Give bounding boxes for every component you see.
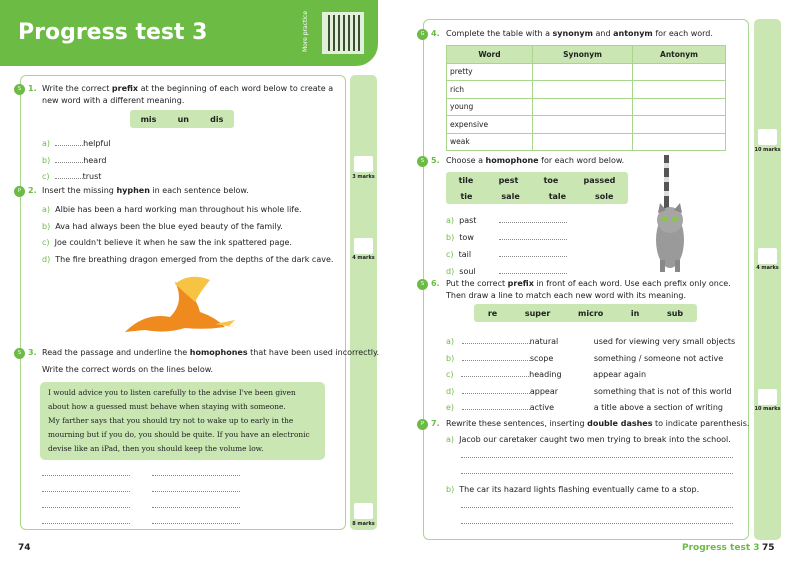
answer-blank[interactable]	[499, 249, 567, 257]
question-1-text: Write the correct prefix at the beginning of each word below to create a new word with a different meaning.	[42, 84, 334, 105]
skill-badge: S	[14, 348, 25, 359]
marks-box[interactable]	[354, 156, 373, 172]
skill-badge: S	[417, 279, 428, 290]
question-5-text: Choose a homophone for each word below.	[446, 156, 625, 165]
answer-line[interactable]	[461, 450, 733, 458]
column-header: Antonym	[633, 46, 726, 64]
answer-line[interactable]	[42, 484, 130, 492]
page-title: Progress test 3	[18, 20, 208, 45]
answer-blank[interactable]	[462, 402, 530, 410]
table-row: expensive	[447, 116, 726, 134]
prefix-chips: re super micro in sub	[474, 304, 697, 322]
answer-blank[interactable]	[499, 215, 567, 223]
table-row: young	[447, 98, 726, 116]
answer-blank[interactable]	[55, 155, 83, 163]
question-5-items: a) past b) tow c) tail d) soul	[446, 212, 567, 280]
marks-label: 3 marks	[352, 174, 375, 180]
synonym-antonym-table	[446, 45, 726, 151]
more-practice-label: More practice	[302, 10, 309, 52]
marks-box[interactable]	[758, 389, 777, 405]
answer-blank[interactable]	[55, 171, 83, 179]
marks-column-left	[350, 75, 377, 530]
answer-lines	[42, 468, 242, 524]
question-number: 6.	[431, 279, 440, 288]
skill-badge: G	[417, 29, 428, 40]
answer-line[interactable]	[42, 500, 130, 508]
answer-line[interactable]	[461, 500, 733, 508]
marks-label: 10 marks	[754, 147, 781, 153]
marks-box[interactable]	[354, 238, 373, 254]
answer-blank[interactable]	[462, 336, 530, 344]
question-2-items: a) Albie has been a hard working man throughout his whole life. b) Ava had always been the blue eyed beauty of the family. c) Joe couldn't believe it when he saw the ink spattered page. d) The fire breathing dragon emerged from the depths of the dark cave.	[42, 205, 334, 264]
answer-line[interactable]	[461, 466, 733, 474]
skill-badge: P	[417, 419, 428, 430]
answer-line[interactable]	[152, 484, 240, 492]
question-6-items: a) natural used for viewing very small objects b) scope something / someone not active c) heading appear again d) appear something that is not of this world e) active a title above a section of writing	[446, 337, 736, 412]
marks-label: 4 marks	[756, 265, 779, 271]
answer-blank[interactable]	[55, 138, 83, 146]
table-row: weak	[447, 133, 726, 151]
skill-badge: S	[417, 156, 428, 167]
chip: un	[177, 114, 189, 124]
question-3-text: Read the passage and underline the homophones that have been used incorrectly.	[42, 348, 380, 357]
page-number-right: 75	[762, 543, 775, 553]
question-number: 3.	[28, 348, 37, 357]
question-4-text: Complete the table with a synonym and antonym for each word.	[446, 29, 713, 38]
answer-blank[interactable]	[499, 232, 567, 240]
chip: dis	[210, 114, 224, 124]
marks-box[interactable]	[354, 503, 373, 519]
question-6-text: Put the correct prefix in front of each word. Use each prefix only once. Then draw a line to match each new word with its meaning.	[446, 279, 731, 300]
answer-line[interactable]	[42, 468, 130, 476]
qr-code-icon	[322, 12, 364, 54]
answer-line[interactable]	[152, 500, 240, 508]
question-7-text: Rewrite these sentences, inserting double dashes to indicate parenthesis.	[446, 419, 750, 428]
question-number: 5.	[431, 156, 440, 165]
answer-blank[interactable]	[499, 266, 567, 274]
question-7-item-b: b) The car its hazard lights flashing eventually came to a stop.	[446, 485, 700, 494]
answer-line[interactable]	[152, 516, 240, 524]
table-row: pretty	[447, 63, 726, 81]
question-number: 2.	[28, 186, 37, 195]
answer-blank[interactable]	[462, 353, 530, 361]
homophone-chips: tile pest toe passed tie sale tale sole	[446, 172, 628, 204]
question-7-item-a: a) Jacob our caretaker caught two men trying to break into the school.	[446, 435, 731, 444]
marks-box[interactable]	[758, 248, 777, 264]
answer-line[interactable]	[152, 468, 240, 476]
marks-label: 8 marks	[352, 521, 375, 527]
question-2-text: Insert the missing hyphen in each sentence below.	[42, 186, 249, 195]
column-header: Synonym	[533, 46, 633, 64]
answer-blank[interactable]	[461, 369, 529, 377]
passage: I would advice you to listen carefully to the advise I've been given about how a guessed must behave when staying with someone. My farther says that you should try not to wake up to early in the mourning but if you do, you should be quite. If you have an electronic devise like an iPad, then you should keep the volume low.	[40, 382, 325, 460]
cat-illustration	[648, 155, 693, 273]
table-row: rich	[447, 81, 726, 99]
question-3-instruction: Write the correct words on the lines below.	[42, 365, 214, 374]
page-number-left: 74	[18, 543, 31, 553]
footer-title: Progress test 3	[682, 543, 760, 553]
answer-line[interactable]	[461, 516, 733, 524]
marks-column-right	[754, 19, 781, 540]
question-number: 7.	[431, 419, 440, 428]
marks-label: 10 marks	[754, 406, 781, 412]
answer-line[interactable]	[42, 516, 130, 524]
marks-label: 4 marks	[352, 255, 375, 261]
question-number: 4.	[431, 29, 440, 38]
skill-badge: P	[14, 186, 25, 197]
skill-badge: S	[14, 84, 25, 95]
dragon-illustration	[115, 272, 245, 340]
column-header: Word	[447, 46, 533, 64]
prefix-chips	[130, 110, 234, 128]
marks-box[interactable]	[758, 129, 777, 145]
chip: mis	[140, 114, 157, 124]
question-1-items: a) helpful b) heard c) trust	[42, 139, 111, 181]
answer-blank[interactable]	[462, 386, 530, 394]
question-number: 1.	[28, 84, 37, 93]
